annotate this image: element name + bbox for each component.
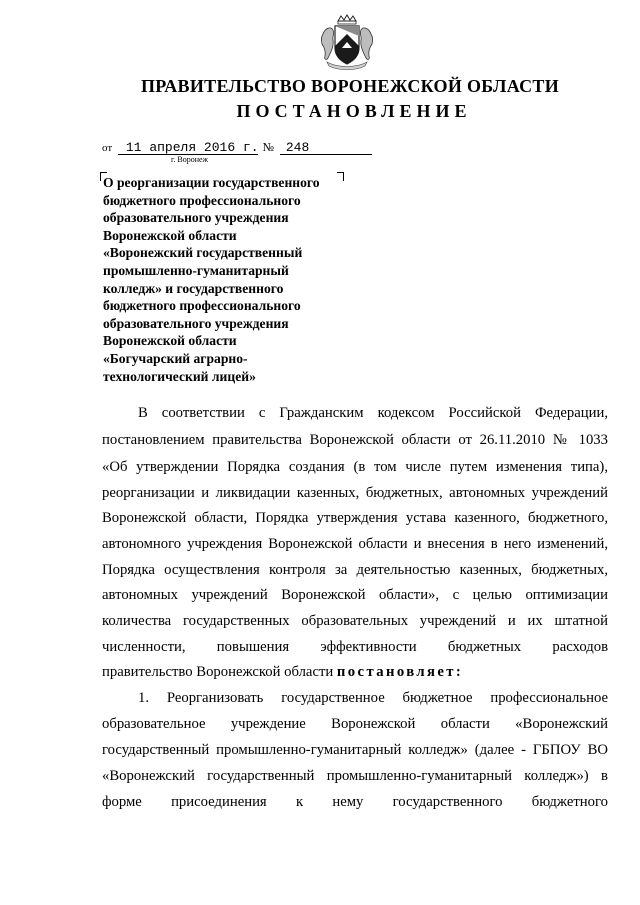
resolves-colon: : — [455, 664, 464, 680]
item1-line: образовательное учреждение Воронежской области «Воронежский — [102, 716, 608, 732]
document-date: 11 апреля 2016 г. — [118, 141, 258, 155]
subject-line: Воронежской области — [103, 333, 237, 349]
preamble-line: «Об утверждении Порядка создания (в том числе путем изменения типа), — [102, 459, 608, 475]
subject-line: бюджетного профессионального — [103, 298, 301, 314]
item1-line: государственный промышленно-гуманитарный колледж» (далее - ГБПОУ ВО — [102, 742, 608, 758]
subject-line: бюджетного профессионального — [103, 192, 301, 208]
from-label: от — [102, 142, 113, 154]
preamble-line: В соответствии с Гражданским кодексом Российской Федерации, — [138, 405, 608, 421]
subject-title — [103, 174, 343, 385]
subject-line: технологический лицей» — [103, 368, 256, 384]
preamble-line: автономного учреждения Воронежской области и внесения в него изменений, — [102, 536, 608, 552]
preamble-line: численности, повышения эффективности бюджетных расходов — [102, 639, 608, 655]
preamble-line: Воронежской области, Порядка утверждения устава казенного, бюджетного, — [102, 510, 608, 526]
item1-line: «Воронежский государственный промышленно-гуманитарный колледж») в — [102, 768, 608, 784]
preamble-line: Порядка осуществления контроля за деятельностью казенных, бюджетных, — [102, 562, 608, 578]
date-number-line — [102, 140, 372, 155]
subject-line: «Воронежский государственный — [103, 245, 303, 261]
document-type-heading: ПОСТАНОВЛЕНИЕ — [236, 101, 472, 121]
subject-line: образовательного учреждения — [103, 315, 289, 331]
preamble-final-text: правительство Воронежской области — [102, 664, 337, 680]
item1-line: 1. Реорганизовать государственное бюджетное профессиональное — [138, 690, 608, 706]
coat-of-arms-icon — [319, 14, 375, 72]
preamble-final-line — [102, 660, 608, 685]
preamble-line: автономных учреждений Воронежской области», с целью оптимизации — [102, 587, 608, 603]
subject-line: О реорганизации государственного — [103, 175, 320, 190]
subject-line: колледж» и государственного — [103, 280, 284, 296]
subject-line: промышленно-гуманитарный — [103, 262, 289, 278]
subject-line: образовательного учреждения — [103, 210, 289, 226]
item1-line: форме присоединения к нему государственного бюджетного — [102, 794, 608, 810]
preamble-line: реорганизации и ликвидации казенных, бюджетных, автономных учреждений — [102, 485, 608, 501]
document-number: 248 — [280, 141, 372, 155]
city-label: г. Воронеж — [171, 155, 209, 164]
subject-line: «Богучарский аграрно- — [103, 350, 248, 366]
preamble-line: количества государственных образовательных учреждений и их штатной — [102, 613, 608, 629]
resolves-word: постановляет — [336, 664, 456, 680]
subject-line: Воронежской области — [103, 227, 237, 243]
preamble-line: постановлением правительства Воронежской области от 26.11.2010 № 1033 — [102, 432, 608, 448]
number-label: № — [262, 140, 275, 154]
government-title: ПРАВИТЕЛЬСТВО ВОРОНЕЖСКОЙ ОБЛАСТИ — [140, 76, 560, 96]
